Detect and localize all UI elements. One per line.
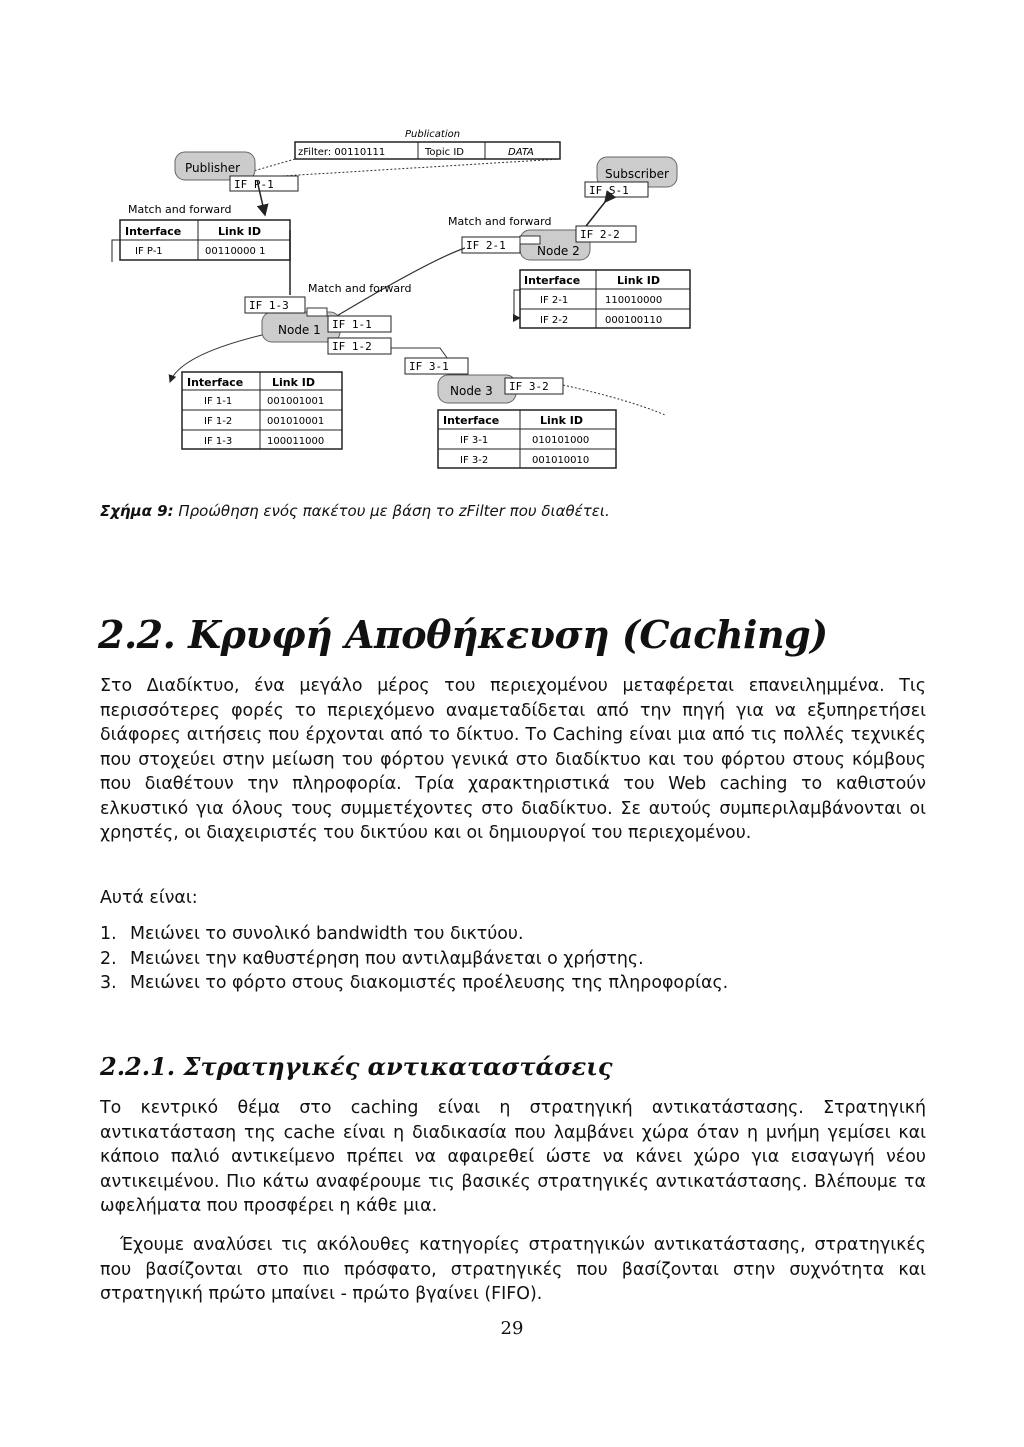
if-3-1-label: IF 3-1 bbox=[409, 360, 449, 373]
node-3-table-cell: 010101000 bbox=[532, 435, 590, 446]
node-3-table-header-linkid: Link ID bbox=[540, 414, 583, 427]
subscriber-label: Subscriber bbox=[605, 167, 669, 181]
node-1-table-cell: 001010001 bbox=[267, 416, 325, 427]
node-1-table bbox=[182, 372, 342, 449]
node-2-table-cell: IF 2-2 bbox=[540, 315, 569, 326]
node-1-table-cell: IF 1-2 bbox=[204, 416, 233, 427]
figure-caption bbox=[100, 502, 610, 520]
node-3 bbox=[438, 375, 516, 403]
subsection-paragraph-2: Έχουμε αναλύσει τις ακόλουθες κατηγορίες στρατηγικών αντικατάστασης, στρατηγικές που βασίζονται στο πιο πρόσφατο, στρατηγικές που βασίζονται στην συχνότητα και στρατηγική πρώτο μπαίνει - πρώτο βγαίνει (FIFO). bbox=[100, 1235, 926, 1304]
node-1-table-header-linkid: Link ID bbox=[272, 376, 315, 389]
if-1-2-label: IF 1-2 bbox=[332, 340, 372, 353]
match-forward-label-1: Match and forward bbox=[128, 203, 232, 216]
packet-zfilter: zFilter: 00110111 bbox=[298, 147, 386, 158]
publisher-table-header-interface: Interface bbox=[125, 225, 182, 238]
list-item-number: 3. bbox=[100, 973, 117, 993]
publication-label: Publication bbox=[405, 129, 461, 140]
if-2-1-label: IF 2-1 bbox=[466, 239, 506, 252]
packet bbox=[295, 142, 560, 159]
zfilter-forwarding-figure bbox=[100, 120, 720, 480]
node-3-table bbox=[438, 410, 616, 468]
node-2-label: Node 2 bbox=[537, 244, 580, 258]
node-1-table-cell: IF 1-1 bbox=[204, 396, 233, 407]
node-2-table-cell: 000100110 bbox=[605, 315, 663, 326]
list-item bbox=[100, 922, 926, 947]
list-item bbox=[100, 971, 926, 996]
node-1-label: Node 1 bbox=[278, 323, 321, 337]
section-heading: 2.2. Κρυφή Αποθήκευση (Caching) bbox=[98, 612, 828, 657]
node-2-table-header-linkid: Link ID bbox=[617, 274, 660, 287]
section-paragraph-2: Αυτά είναι: bbox=[100, 888, 198, 908]
benefits-list bbox=[100, 922, 926, 996]
if-2-2-label: IF 2-2 bbox=[580, 228, 620, 241]
list-item-number: 1. bbox=[100, 924, 117, 944]
list-item-number: 2. bbox=[100, 948, 117, 969]
node-2-table bbox=[520, 270, 690, 328]
if-p1-label: IF P-1 bbox=[234, 178, 274, 191]
list-item bbox=[100, 947, 926, 972]
node-2-table-cell: 110010000 bbox=[605, 295, 663, 306]
publisher-label: Publisher bbox=[185, 161, 241, 175]
if-3-2-label: IF 3-2 bbox=[509, 380, 549, 393]
match-forward-label-2: Match and forward bbox=[448, 215, 552, 228]
list-item-text: Μειώνει το φόρτο στους διακομιστές προέλευσης της πληροφορίας. bbox=[130, 973, 729, 993]
publisher-table-cell: IF P-1 bbox=[135, 246, 163, 257]
packet-topic-id: Topic ID bbox=[425, 147, 464, 158]
node-2-table-cell: IF 2-1 bbox=[540, 295, 569, 306]
caption-label: Σχήμα 9: bbox=[100, 502, 174, 520]
subsection-heading: 2.2.1. Στρατηγικές αντικαταστάσεις bbox=[100, 1052, 613, 1081]
list-item-text: Μειώνει την καθυστέρηση που αντιλαμβάνεται ο χρήστης. bbox=[130, 948, 644, 969]
publisher-table-cell: 00110000 1 bbox=[205, 246, 266, 257]
subsection-paragraph-1: Το κεντρικό θέμα στο caching είναι η στρατηγική αντικατάστασης. Στρατηγική αντικατάσταση της cache είναι η διαδικασία που λαμβάνει χώρα όταν η μνήμη γεμίσει και κάποιο παλιό αντικείμενο πρέπει να αφαιρεθεί ώστε να κάνει χώρο για εισαγωγή νέου αντικειμένου. Πιο κάτω αναφέρουμε τις βασικές στρατηγικές αντικατάστασης. Βλέπουμε τα ωφελήματα που προσφέρει η κάθε μια. bbox=[100, 1098, 926, 1216]
network-diagram bbox=[100, 120, 720, 480]
if-1-1-label: IF 1-1 bbox=[332, 318, 372, 331]
if-s1-label: IF S-1 bbox=[589, 184, 629, 197]
caption-text: Προώθηση ενός πακέτου με βάση το zFilter που διαθέτει. bbox=[173, 502, 610, 520]
list-item-text: Μειώνει το συνολικό bandwidth του δικτύου. bbox=[130, 924, 524, 944]
node-3-label: Node 3 bbox=[450, 384, 493, 398]
node-3-table-cell: IF 3-2 bbox=[460, 455, 489, 466]
node-1-table-cell: 001001001 bbox=[267, 396, 325, 407]
section-paragraph-1: Στο Διαδίκτυο, ένα μεγάλο μέρος του περιεχομένου μεταφέρεται επανειλημμένα. Τις περισσότερες φορές το περιεχόμενο αναμεταδίδεται από την πηγή για να εξυπηρετήσει διάφορες αιτήσεις που έρχονται από το δίκτυο. Το Caching είναι μια από τις πολλές τεχνικές που στοχεύει στην μείωση του φόρτου γενικά στο διαδίκτυο και του φόρτου στους κόμβους που διαθέτουν την πληροφορία. Τρία χαρακτηριστικά του Web caching το καθιστούν ελκυστικό για όλους τους συμμετέχοντες στο διαδίκτυο. Σε αυτούς συμπεριλαμβάνονται οι χρηστές, οι διαχειριστές του δικτύου και οι δημιουργοί του περιεχομένου. bbox=[100, 676, 926, 843]
match-forward-label-3: Match and forward bbox=[308, 282, 412, 295]
if-1-3-label: IF 1-3 bbox=[249, 299, 289, 312]
node-1-table-cell: 100011000 bbox=[267, 436, 325, 447]
node-2-table-header-interface: Interface bbox=[524, 274, 581, 287]
publisher-table bbox=[120, 220, 290, 260]
packet-data: DATA bbox=[508, 147, 534, 158]
node-3-table-cell: IF 3-1 bbox=[460, 435, 489, 446]
publisher-table-header-linkid: Link ID bbox=[218, 225, 261, 238]
node-1-table-header-interface: Interface bbox=[187, 376, 244, 389]
node-3-table-cell: 001010010 bbox=[532, 455, 590, 466]
node-3-table-header-interface: Interface bbox=[443, 414, 500, 427]
node-1-table-cell: IF 1-3 bbox=[204, 436, 233, 447]
page-number: 29 bbox=[500, 1318, 524, 1339]
